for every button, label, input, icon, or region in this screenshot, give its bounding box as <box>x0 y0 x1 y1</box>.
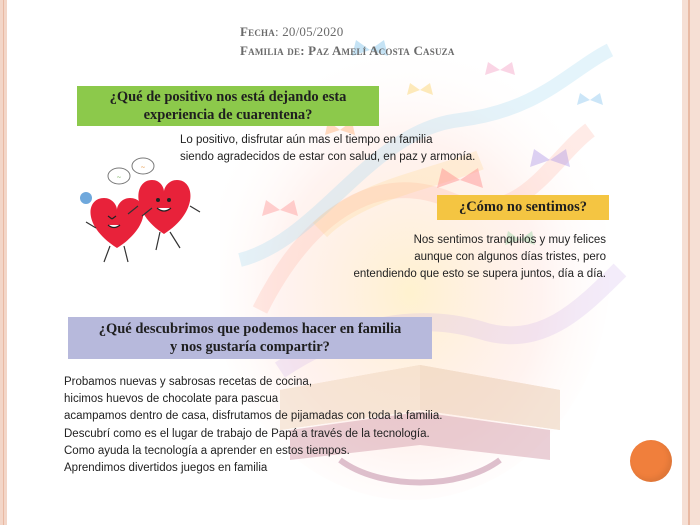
family-label: Familia de <box>240 43 301 58</box>
header <box>240 22 455 60</box>
question-discover-title-line2: y nos gustaría compartir? <box>170 339 330 355</box>
question-discover-title-line1: ¿Qué descubrimos que podemos hacer en familia <box>98 321 402 337</box>
discover-answer <box>64 374 442 477</box>
discover-answer-line: Descubrí como es el lugar de trabajo de Papá a través de la tecnología. <box>64 427 430 440</box>
feelings-answer-line: Nos sentimos tranquilos y muy felices <box>413 234 606 246</box>
date-line <box>240 22 455 41</box>
question-positive-title-line1: ¿Qué de positivo nos está dejando esta <box>109 89 347 105</box>
family-line <box>240 41 455 60</box>
feelings-answer <box>353 232 606 284</box>
discover-answer-line: hicimos huevos de chocolate para pascua <box>64 393 279 406</box>
question-discover-title <box>68 317 432 359</box>
question-positive-title-line2: experiencia de cuarentena? <box>143 107 313 123</box>
svg-text:~: ~ <box>116 174 122 181</box>
right-border-decoration <box>682 0 700 525</box>
feelings-answer-line: entendiendo que esto se supera juntos, día a día. <box>353 268 606 281</box>
discover-answer-line: Aprendimos divertidos juegos en familia <box>64 462 268 475</box>
feelings-answer-line: aunque con algunos días tristes, pero <box>414 251 606 264</box>
positive-answer-line: Lo positivo, disfrutar aún mas el tiempo en familia <box>180 134 433 146</box>
positive-answer-line: siendo agradecidos de estar con salud, en paz y armonía. <box>180 151 476 164</box>
discover-answer-line: Probamos nuevas y sabrosas recetas de cocina, <box>64 376 313 388</box>
positive-answer <box>180 132 475 166</box>
date-label: Fecha <box>240 24 275 39</box>
question-positive-title <box>77 86 379 126</box>
discover-answer-line: Como ayuda la tecnología a aprender en estos tiempos. <box>64 444 350 457</box>
question-feelings-title: ¿Cómo no sentimos? <box>437 195 609 220</box>
svg-text:~: ~ <box>140 164 146 171</box>
date-value: : 20/05/2020 <box>274 24 344 39</box>
family-value: : Paz Amelí Acosta Casuza <box>300 43 455 58</box>
discover-answer-line: acampamos dentro de casa, disfrutamos de pijamadas con toda la familia. <box>64 410 443 423</box>
decorative-orange-circle <box>630 440 672 482</box>
left-border-decoration <box>0 0 7 525</box>
hearts-illustration <box>72 150 207 270</box>
